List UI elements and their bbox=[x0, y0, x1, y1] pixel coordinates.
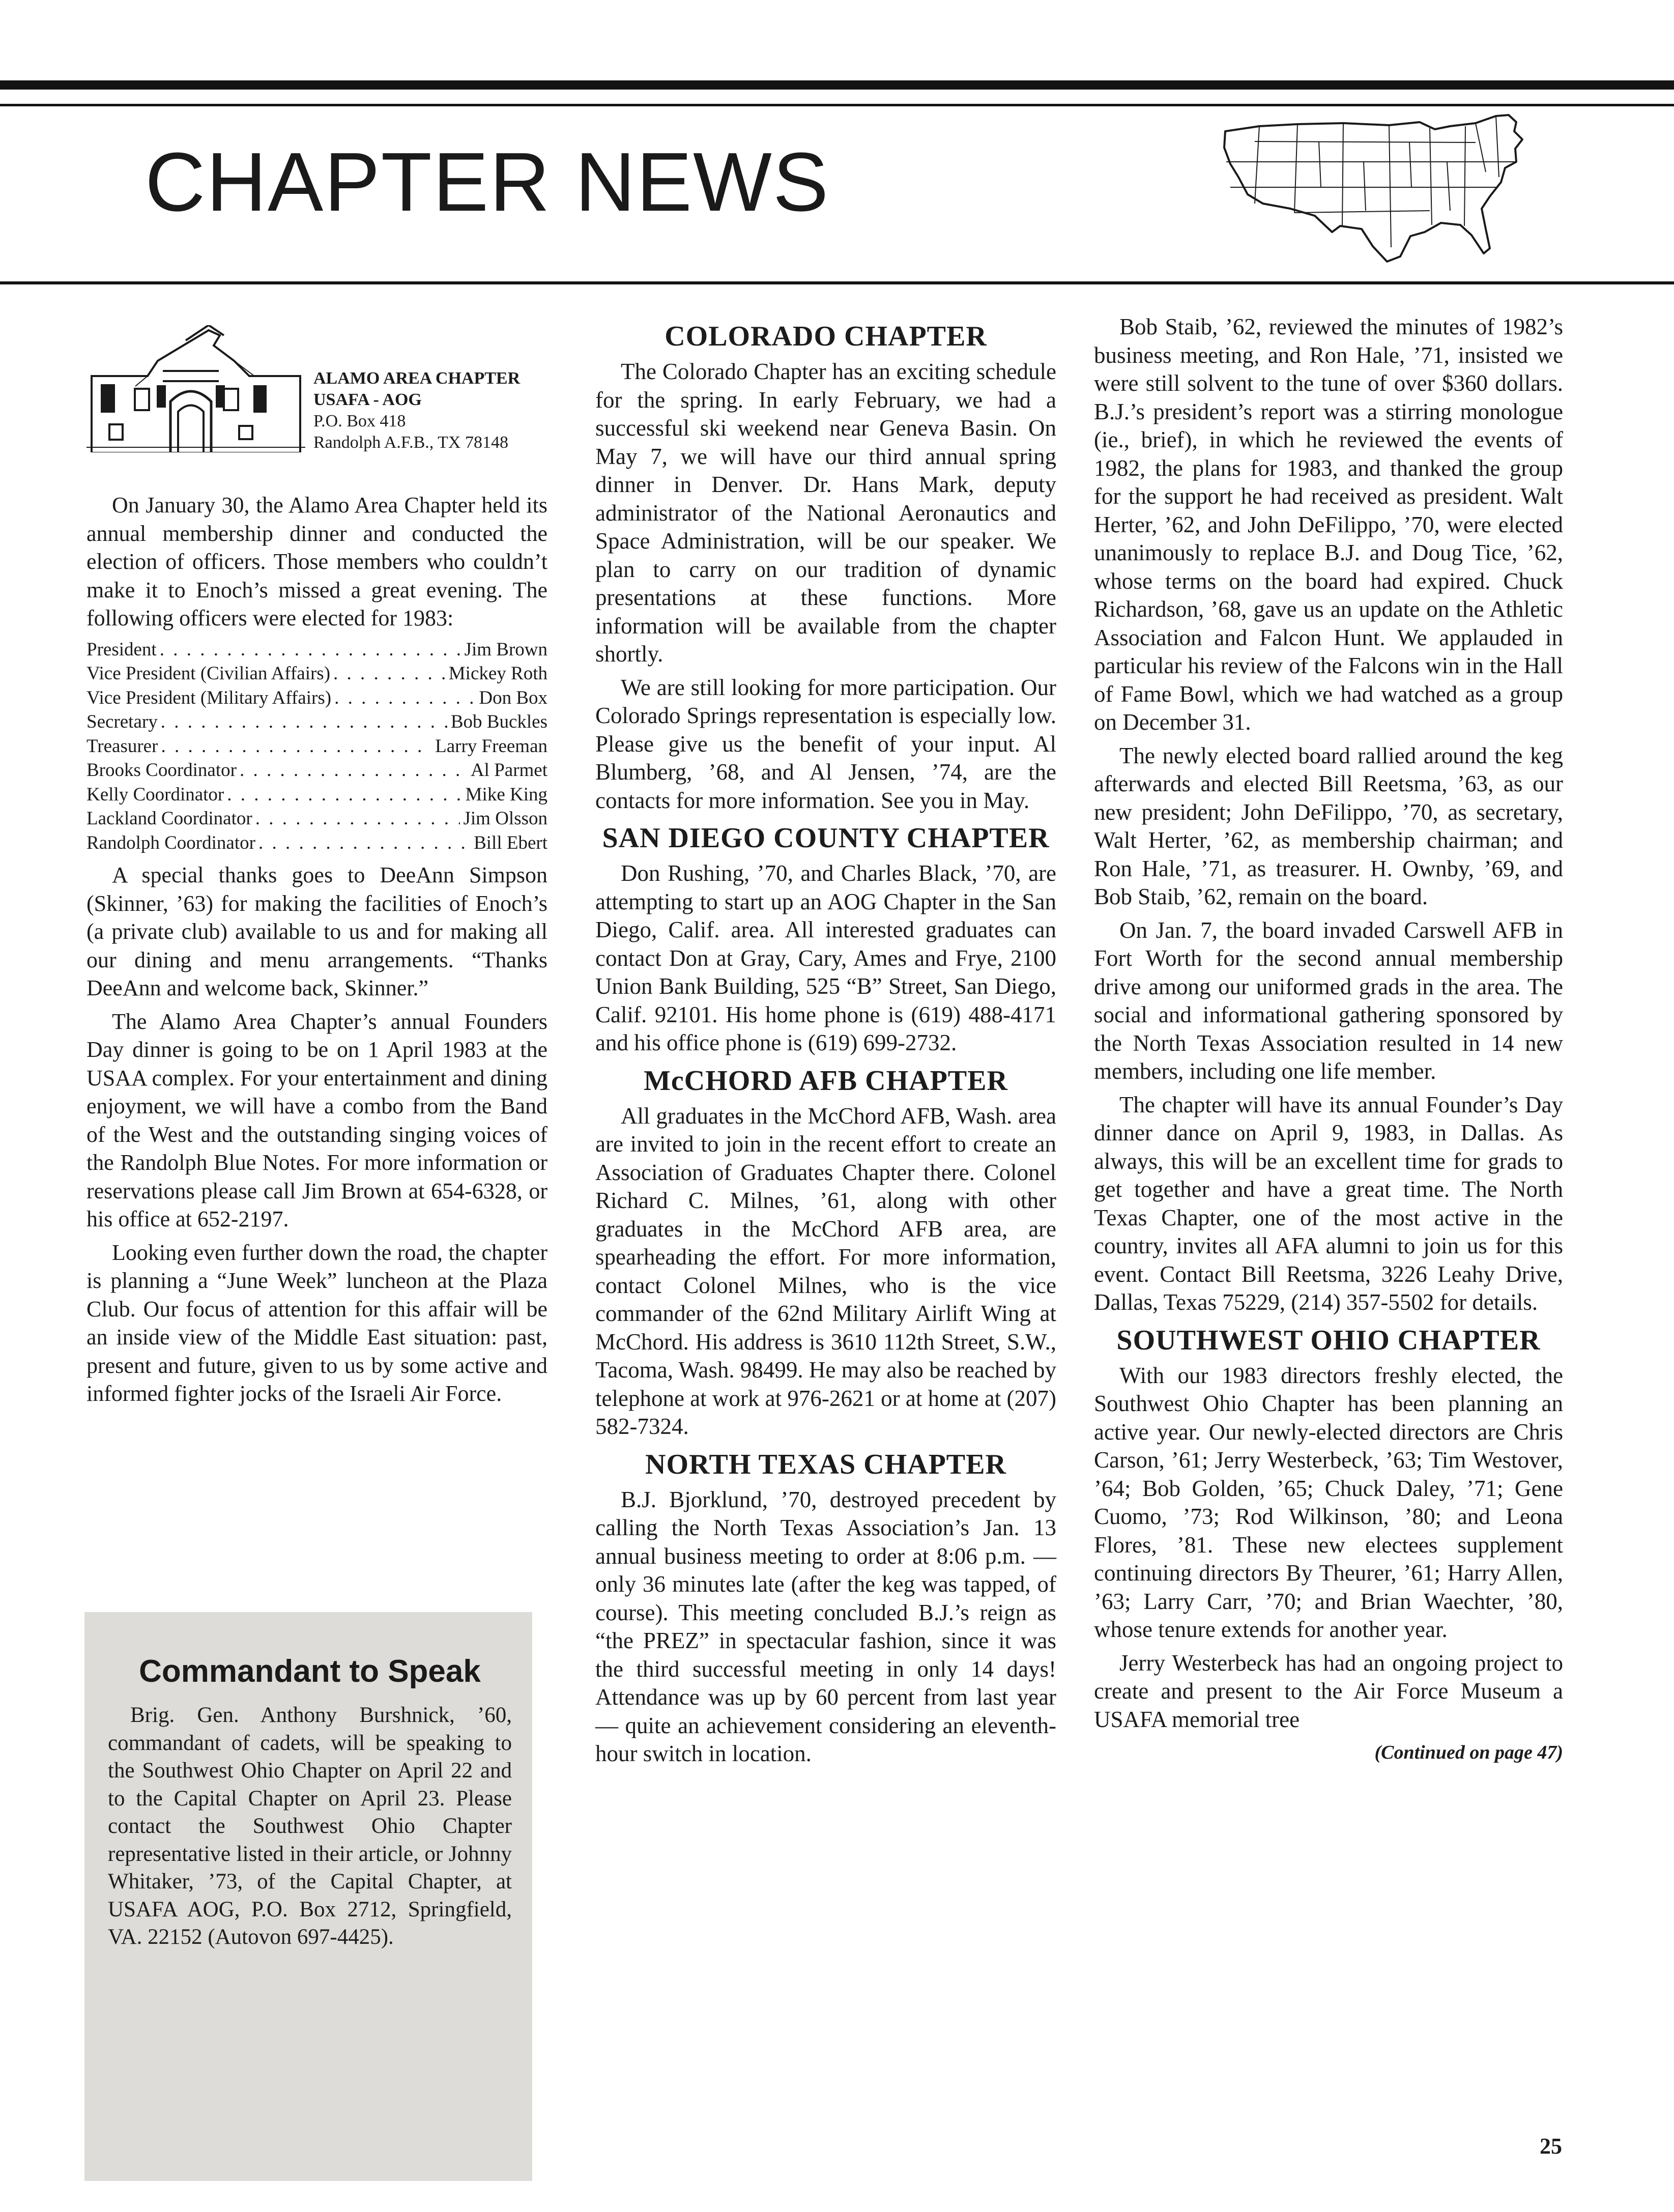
officer-row bbox=[86, 662, 547, 686]
north-texas-paragraph: The newly elected board rallied around the keg afterwards and elected Bill Reetsma, ’63, as our new president; John DeFilippo, ’70, as secretary, Walt Herter, ’62, as membership chairman; and Ron Hale, ’71, as treasurer. H. Ownby, ’69, and Bob Staib, ’62, remain on the board. bbox=[1094, 742, 1563, 909]
top-rule-thin bbox=[0, 104, 1674, 106]
column-2 bbox=[595, 313, 1056, 1773]
page-number: 25 bbox=[1540, 2134, 1562, 2159]
north-texas-paragraph: On Jan. 7, the board invaded Carswell AFB in Fort Worth for the second annual membership drive among our uniformed grads in the area. The social and informational gathering sponsored by the North Texas Association resulted in 14 new members, including one life member. bbox=[1094, 917, 1563, 1084]
alamo-address-line: USAFA - AOG bbox=[313, 390, 422, 409]
alamo-mission-icon bbox=[86, 325, 305, 452]
column-3 bbox=[1094, 313, 1563, 1765]
officer-role: Secretary bbox=[86, 711, 158, 732]
alamo-paragraph: Looking even further down the road, the chapter is planning a “June Week” luncheon at the Plaza Club. Our focus of attention for this affair will be an inside view of the Middle East situation: past, present and future, given to us by some active and informed fighter jocks of the Israeli Air Force. bbox=[86, 1240, 547, 1406]
officer-role: Lackland Coordinator bbox=[86, 808, 252, 829]
officer-role: Randolph Coordinator bbox=[86, 832, 255, 853]
commandant-sidebar-box bbox=[84, 1612, 532, 2181]
officer-role: President bbox=[86, 639, 157, 660]
officer-row bbox=[86, 807, 547, 831]
colorado-paragraph: The Colorado Chapter has an exciting schedule for the spring. In early February, we had a successful ski weekend near Geneva Basin. On May 7, we will have our third annual spring dinner in Denver. Dr. Hans Mark, deputy administrator of the National Aeronautics and Space Administration, will be our speaker. We plan to carry on our tradition of dynamic presentations at these functions. More information will be available from the chapter shortly. bbox=[595, 359, 1056, 667]
alamo-paragraph: On January 30, the Alamo Area Chapter held its annual membership dinner and conducted the election of officers. Those members who couldn’t make it to Enoch’s missed a great evening. The following officers were elected for 1983: bbox=[86, 493, 547, 630]
alamo-address-line: Randolph A.F.B., TX 78148 bbox=[313, 433, 508, 452]
continued-note: (Continued on page 47) bbox=[1374, 1742, 1563, 1763]
officer-row bbox=[86, 686, 547, 710]
north-texas-paragraph: B.J. Bjorklund, ’70, destroyed precedent by calling the North Texas Association’s Jan. 13 annual business meeting to order at 8:06 p.m. — only 36 minutes late (after the keg was tapped, of course). This meeting concluded B.J.’s reign as “the PREZ” in spectacular fashion, since it was the third successful meeting in only 14 days! Attendance was up by 60 percent from last year — quite an achievement considering an eleventh-hour switch in location. bbox=[595, 1486, 1056, 1766]
alamo-address-line: P.O. Box 418 bbox=[313, 412, 406, 430]
top-rule-thick bbox=[0, 80, 1674, 90]
officer-name: Bill Ebert bbox=[474, 832, 547, 853]
commandant-box-body: Brig. Gen. Anthony Burshnick, ’60, commandant of cadets, will be speaking to the Southwest Ohio Chapter on April 22 and to the Capital Chapter on April 23. Please contact the Southwest Ohio Chapter representative listed in their article, or Johnny Whitaker, ’73, of the Capital Chapter, at USAFA AOG, P.O. Box 2712, Springfield, VA. 22152 (Autovon 697-4425). bbox=[108, 1703, 512, 1949]
officer-row bbox=[86, 831, 547, 855]
officer-row bbox=[86, 758, 547, 783]
page-title: CHAPTER NEWS bbox=[145, 135, 830, 228]
southwest-ohio-paragraph: With our 1983 directors freshly elected, the Southwest Ohio Chapter has been planning an active year. Our newly-elected directors are Chris Carson, ’61; Jerry Westerbeck, ’63; Tim Westover, ’64; Bob Golden, ’65; Chuck Daley, ’71; Gene Cuomo, ’73; Rod Wilkinson, ’80; and Leona Flores, ’81. These new electees supplement continuing directors By Theurer, ’61; Harry Allen, ’63; Larry Carr, ’70; and Brian Waechter, ’80, whose tenure extends for another year. bbox=[1094, 1362, 1563, 1642]
officer-row bbox=[86, 710, 547, 734]
column-1 bbox=[86, 313, 547, 1413]
mcchord-heading: McCHORD AFB CHAPTER bbox=[644, 1065, 1008, 1097]
officer-name: Bob Buckles bbox=[450, 711, 547, 732]
officer-name: Larry Freeman bbox=[435, 735, 547, 757]
officer-role: Vice President (Civilian Affairs) bbox=[86, 663, 331, 684]
officer-role: Treasurer bbox=[86, 735, 158, 757]
alamo-address-block bbox=[86, 313, 547, 466]
north-texas-paragraph: Bob Staib, ’62, reviewed the minutes of 1982’s business meeting, and Ron Hale, ’71, insisted we were still solvent to the tune of over $360 dollars. B.J.’s president’s report was a stirring monologue (ie., brief), in which he reviewed the events of 1982, the plans for 1983, and thanked the group for the support he had received as president. Walt Herter, ’62, and John DeFilippo, ’70, were elected unanimously to replace B.J. and Doug Tice, ’62, whose terms on the board had expired. Chuck Richardson, ’68, gave us an update on the Athletic Association and Falcon Hunt. We applauded in particular his review of the Falcons win in the Hall of Fame Bowl, which we had watched as a group on December 31. bbox=[1094, 314, 1563, 735]
officer-list bbox=[86, 638, 547, 855]
alamo-address-line: ALAMO AREA CHAPTER bbox=[313, 369, 521, 388]
us-map-icon bbox=[1211, 111, 1537, 274]
alamo-paragraph: The Alamo Area Chapter’s annual Founders Day dinner is going to be on 1 April 1983 at the USAA complex. For your entertainment and dining enjoyment, we will have a combo from the Band of the West and the outstanding singing voices of the Randolph Blue Notes. For more information or reservations please call Jim Brown at 654-6328, or his office at 652-2197. bbox=[86, 1009, 547, 1231]
officer-name: Jim Olsson bbox=[463, 808, 547, 829]
colorado-paragraph: We are still looking for more participation. Our Colorado Springs representation is especially low. Please give us the benefit of your input. Al Blumberg, ’68, and Al Jensen, ’74, are the contacts for more information. See you in May. bbox=[595, 674, 1056, 813]
officer-name: Mike King bbox=[465, 784, 547, 805]
officer-role: Kelly Coordinator bbox=[86, 784, 224, 805]
officer-row bbox=[86, 734, 547, 759]
header-divider-rule bbox=[0, 281, 1674, 284]
officer-role: Brooks Coordinator bbox=[86, 760, 237, 781]
officer-name: Jim Brown bbox=[464, 639, 547, 660]
officer-role: Vice President (Military Affairs) bbox=[86, 687, 332, 708]
officer-name: Mickey Roth bbox=[448, 663, 547, 684]
officer-name: Al Parmet bbox=[470, 760, 547, 781]
mcchord-paragraph: All graduates in the McChord AFB, Wash. area are invited to join in the recent effort to create an Association of Graduates Chapter there. Colonel Richard C. Milnes, ’61, along with other graduates in the McChord AFB area, are spearheading the effort. For more information, contact Colonel Milnes, who is the vice commander of the 62nd Military Airlift Wing at McChord. His address is 3610 112th Street, S.W., Tacoma, Wash. 98499. He may also be reached by telephone at work at 976-2621 or at home at (207) 582-7324. bbox=[595, 1103, 1056, 1439]
officer-row bbox=[86, 783, 547, 807]
north-texas-paragraph: The chapter will have its annual Founder’s Day dinner dance on April 9, 1983, in Dallas. As always, this will be an excellent time for grads to get together and have a great time. The North Texas Chapter, one of the most active in the country, invites all AFA alumni to join us for this event. Contact Bill Reetsma, 3226 Leahy Drive, Dallas, Texas 75229, (214) 357-5502 for details. bbox=[1094, 1091, 1563, 1315]
north-texas-heading: NORTH TEXAS CHAPTER bbox=[645, 1448, 1006, 1480]
san-diego-paragraph: Don Rushing, ’70, and Charles Black, ’70, are attempting to start up an AOG Chapter in the San Diego, Calif. area. All interested graduates can contact Don at Gray, Cary, Ames and Frye, 2100 Union Bank Building, 525 “B” Street, San Diego, Calif. 92101. His home phone is (619) 488-4171 and his office phone is (619) 699-2732. bbox=[595, 860, 1056, 1055]
san-diego-heading: SAN DIEGO COUNTY CHAPTER bbox=[602, 822, 1050, 854]
officer-name: Don Box bbox=[479, 687, 547, 708]
southwest-ohio-paragraph: Jerry Westerbeck has had an ongoing project to create and present to the Air Force Museum a USAFA memorial tree bbox=[1094, 1650, 1563, 1732]
colorado-heading: COLORADO CHAPTER bbox=[665, 321, 987, 352]
commandant-box-title: Commandant to Speak bbox=[139, 1654, 481, 1689]
alamo-address bbox=[313, 368, 520, 453]
officer-row bbox=[86, 638, 547, 662]
alamo-paragraph: A special thanks goes to DeeAnn Simpson (Skinner, ’63) for making the facilities of Enoch’s (a private club) available to us and for making all our dining and menu arrangements. “Thanks DeeAnn and welcome back, Skinner.” bbox=[86, 863, 547, 1000]
southwest-ohio-heading: SOUTHWEST OHIO CHAPTER bbox=[1116, 1324, 1541, 1356]
